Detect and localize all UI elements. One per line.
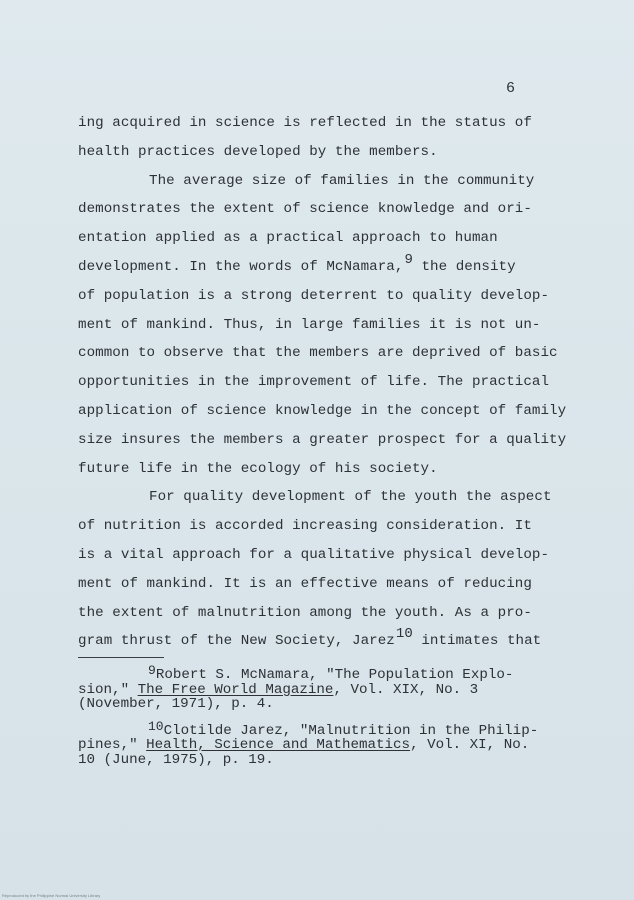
footnote-text: Robert S. McNamara, "The Population Explo- [155,667,514,683]
body-line: For quality development of the youth the aspect [149,489,552,506]
body-line: The average size of families in the community [149,172,535,189]
footnote-source-title: The Free World Magazine [137,681,334,698]
body-line: entation applied as a practical approach to human [78,230,498,247]
body-line: ing acquired in science is reflected in the status of [78,115,532,131]
footnote-separator [78,657,164,658]
footnote-ref-10: 10 [395,626,413,643]
body-line: size insures the members a greater prospect for a quality [78,431,567,448]
footnote-text: pines," [78,737,147,753]
body-line: common to observe that the members are deprived of basic [78,345,558,362]
body-line-text: gram thrust of the New Society, Jarez [78,633,395,650]
scan-footer-note: Reproduced by the Philippine Normal University Library [2,893,101,898]
body-line-text: development. In the words of McNamara, [78,258,404,275]
footnote-10 [78,718,578,768]
body-line [78,627,578,656]
body-line [78,253,578,282]
body-line: ment of mankind. Thus, in large families it is not un- [78,316,541,333]
footnote-text: , Vol. XI, No. [410,737,530,753]
footnote-line [78,683,578,698]
body-line-text: the density [412,258,516,275]
footnote-line: (November, 1971), p. 4. [78,696,274,712]
footnote-line [78,663,578,683]
body-line: demonstrates the extent of science knowledge and ori- [78,201,532,218]
footnote-9 [78,663,578,712]
body-text [78,109,578,656]
footnote-text: sion," [78,681,138,698]
footnote-ref-9: 9 [404,251,413,268]
body-line: of nutrition is accorded increasing consideration. It [78,518,532,535]
footnote-line [78,738,578,753]
footnote-text: , Vol. XIX, No. 3 [333,681,479,698]
body-line: is a vital approach for a qualitative physical develop- [78,546,550,563]
page-number: 6 [506,80,516,97]
footnote-line: 10 (June, 1975), p. 19. [78,751,274,768]
footnotes [78,663,578,779]
footnote-text: Clotilde Jarez, "Malnutrition in the Philip- [163,722,539,739]
body-line: the extent of malnutrition among the youth. As a pro- [78,604,532,621]
body-line: ment of mankind. It is an effective means of reducing [78,575,532,592]
body-line: of population is a strong deterrent to quality develop- [78,287,550,304]
footnote-number: 10 [148,718,164,734]
footnote-source-title: Health, Science and Mathematics [146,737,411,753]
body-line-text: intimates that [412,633,542,650]
footnote-line [78,718,578,739]
body-line: opportunities in the improvement of life. The practical [78,374,550,391]
body-line: health practices developed by the members. [78,143,438,160]
body-line: application of science knowledge in the concept of family [78,402,567,419]
footnote-number: 9 [148,663,156,678]
body-line: future life in the ecology of his society. [78,460,438,477]
